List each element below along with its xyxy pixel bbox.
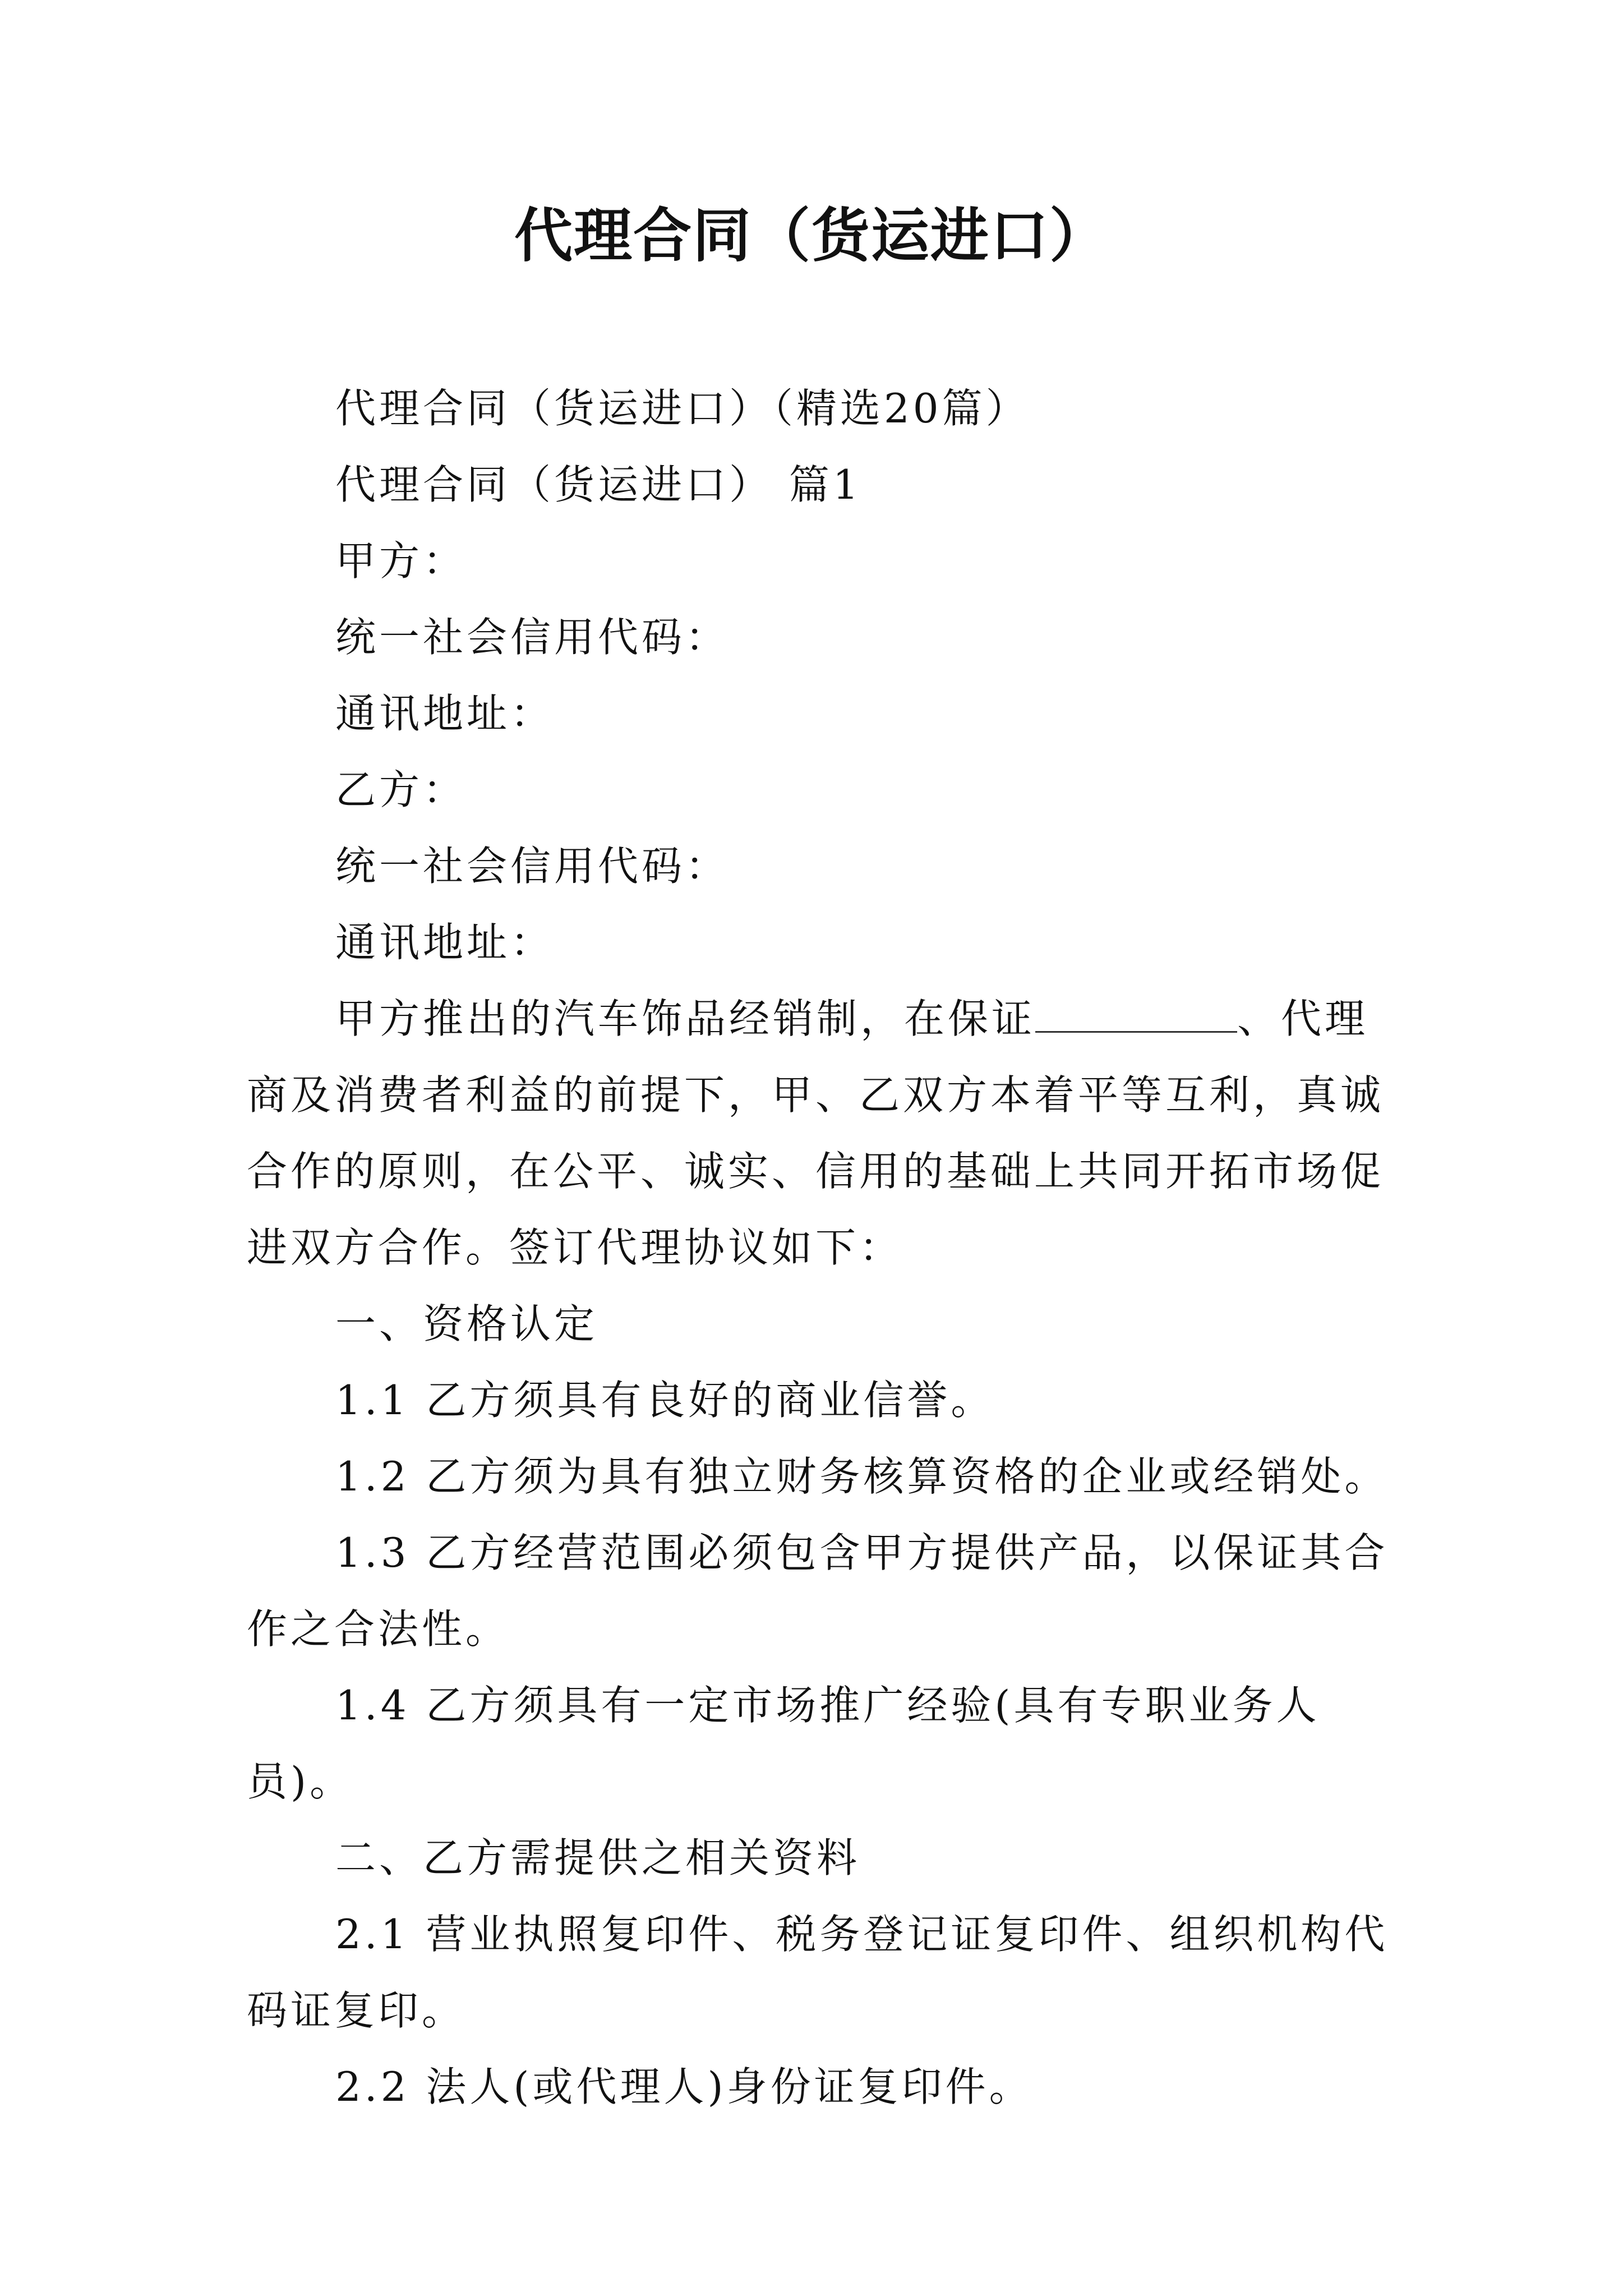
document-body xyxy=(247,370,1396,2125)
intro-text-before-blank: 甲方推出的汽车饰品经销制，在保证 xyxy=(335,995,1036,1042)
section-heading-qualification: 一、资格认定 xyxy=(335,1300,598,1347)
party-b-credit-code-label: 统一社会信用代码： xyxy=(335,843,730,890)
fill-in-blank-line xyxy=(1035,992,1237,1033)
clause-1-1: 1.1 乙方须具有良好的商业信誉。 xyxy=(335,1377,995,1424)
document-title: 代理合同（货运进口） xyxy=(514,201,1109,270)
clause-1-4: 1.4 乙方须具有一定市场推广经验(具有专职业务人员)。 xyxy=(247,1682,1320,1805)
intro-paragraph xyxy=(247,981,1396,1286)
party-a-address-label: 通讯地址： xyxy=(335,690,555,737)
section-heading-documents: 二、乙方需提供之相关资料 xyxy=(335,1834,861,1881)
party-a-credit-code-label: 统一社会信用代码： xyxy=(335,614,730,661)
section-heading-part-1: 代理合同（货运进口） 篇1 xyxy=(335,461,862,508)
party-b-label: 乙方： xyxy=(335,766,467,813)
party-b-address-label: 通讯地址： xyxy=(335,919,555,966)
clause-1-2: 1.2 乙方须为具有独立财务核算资格的企业或经销处。 xyxy=(335,1453,1389,1500)
clause-2-1: 2.1 营业执照复印件、税务登记证复印件、组织机构代码证复印。 xyxy=(247,1911,1389,2034)
party-a-label: 甲方： xyxy=(335,537,467,585)
intro-text-after-blank: 、代理商及消费者利益的前提下，甲、乙双方本着平等互利，真诚合作的原则，在公平、诚实、信用的基础上共同开拓市场促进双方合作。签订代理协议如下： xyxy=(247,995,1385,1271)
document-subtitle: 代理合同（货运进口）（精选20篇） xyxy=(335,385,1030,432)
clause-2-2: 2.2 法人(或代理人)身份证复印件。 xyxy=(335,2063,1033,2110)
clause-1-3: 1.3 乙方经营范围必须包含甲方提供产品，以保证其合作之合法性。 xyxy=(247,1529,1389,1653)
